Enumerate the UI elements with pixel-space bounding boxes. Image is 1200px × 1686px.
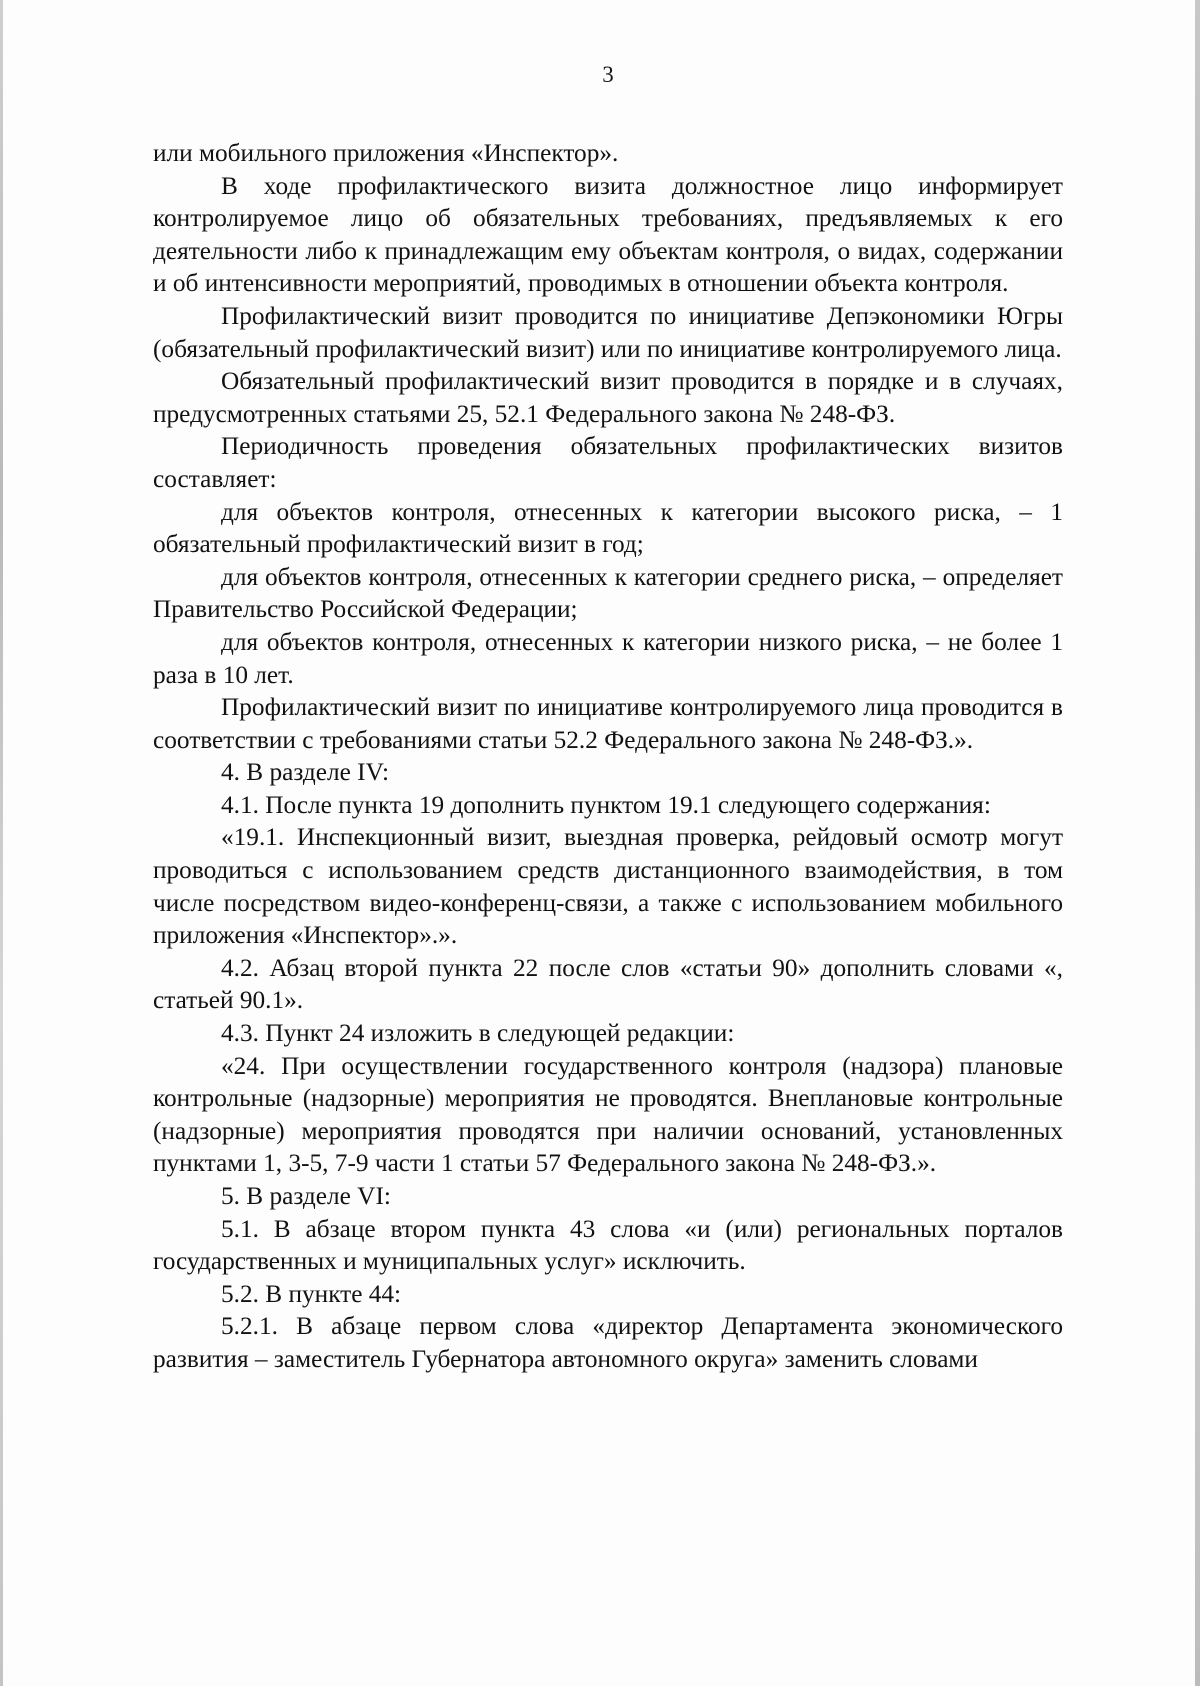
paragraph: Профилактический визит проводится по инициативе Депэкономики Югры (обязательный профилактический визит) или по инициативе контролируемого лица. bbox=[153, 301, 1063, 363]
scan-left-edge bbox=[0, 0, 3, 1686]
paragraph: 5.2. В пункте 44: bbox=[221, 1279, 402, 1308]
paragraph: Профилактический визит по инициативе контролируемого лица проводится в соответствии с требованиями статьи 52.2 Федерального закона № 248-ФЗ.». bbox=[153, 693, 1063, 754]
paragraph: 4.1. После пункта 19 дополнить пунктом 19.1 следующего содержания: bbox=[221, 790, 991, 819]
paragraph: для объектов контроля, отнесенных к категории высокого риска, – 1 обязательный профилактический визит в год; bbox=[153, 497, 1063, 559]
document-body bbox=[153, 137, 1063, 1376]
paragraph: 5.1. В абзаце втором пункта 43 слова «и (или) региональных порталов государственных и муниципальных услуг» исключить. bbox=[153, 1214, 1063, 1276]
paragraph: Периодичность проведения обязательных профилактических визитов составляет: bbox=[153, 432, 1063, 493]
paragraph: 4.3. Пункт 24 изложить в следующей редакции: bbox=[221, 1019, 735, 1048]
paragraph: для объектов контроля, отнесенных к категории низкого риска, – не более 1 раза в 10 лет. bbox=[153, 627, 1063, 689]
paragraph: «24. При осуществлении государственного контроля (надзора) плановые контрольные (надзорные) мероприятия не проводятся. Внеплановые контрольные (надзорные) мероприятия проводятся при наличии оснований, установленных пунктами 1, 3-5, 7-9 части 1 статьи 57 Федерального закона № 248-ФЗ.». bbox=[153, 1051, 1063, 1178]
paragraph: 4. В разделе IV: bbox=[221, 758, 390, 787]
paragraph: или мобильного приложения «Инспектор». bbox=[153, 139, 619, 167]
scan-right-edge bbox=[1195, 0, 1200, 1686]
paragraph: Обязательный профилактический визит проводится в порядке и в случаях, предусмотренных статьями 25, 52.1 Федерального закона № 248-ФЗ. bbox=[153, 367, 1063, 428]
paragraph: 5. В разделе VI: bbox=[221, 1182, 391, 1210]
paragraph: В ходе профилактического визита должностное лицо информирует контролируемое лицо об обязательных требованиях, предъявляемых к его деятельности либо к принадлежащим ему объектам контроля, о видах, содержании и об интенсивности мероприятий, проводимых в отношении объекта контроля. bbox=[153, 171, 1063, 298]
paragraph: 5.2.1. В абзаце первом слова «директор Департамента экономического развития – заместитель Губернатора автономного округа» заменить словами bbox=[153, 1312, 1063, 1373]
page-number: 3 bbox=[602, 62, 614, 87]
paragraph: для объектов контроля, отнесенных к категории среднего риска, – определяет Правительство Российской Федерации; bbox=[153, 562, 1063, 624]
paragraph: 4.2. Абзац второй пункта 22 после слов «статьи 90» дополнить словами «, статьей 90.1». bbox=[153, 953, 1063, 1015]
paragraph: «19.1. Инспекционный визит, выездная проверка, рейдовый осмотр могут проводиться с использованием средств дистанционного взаимодействия, в том числе посредством видео-конференц-связи, а также с использованием мобильного приложения «Инспектор».». bbox=[153, 823, 1063, 950]
